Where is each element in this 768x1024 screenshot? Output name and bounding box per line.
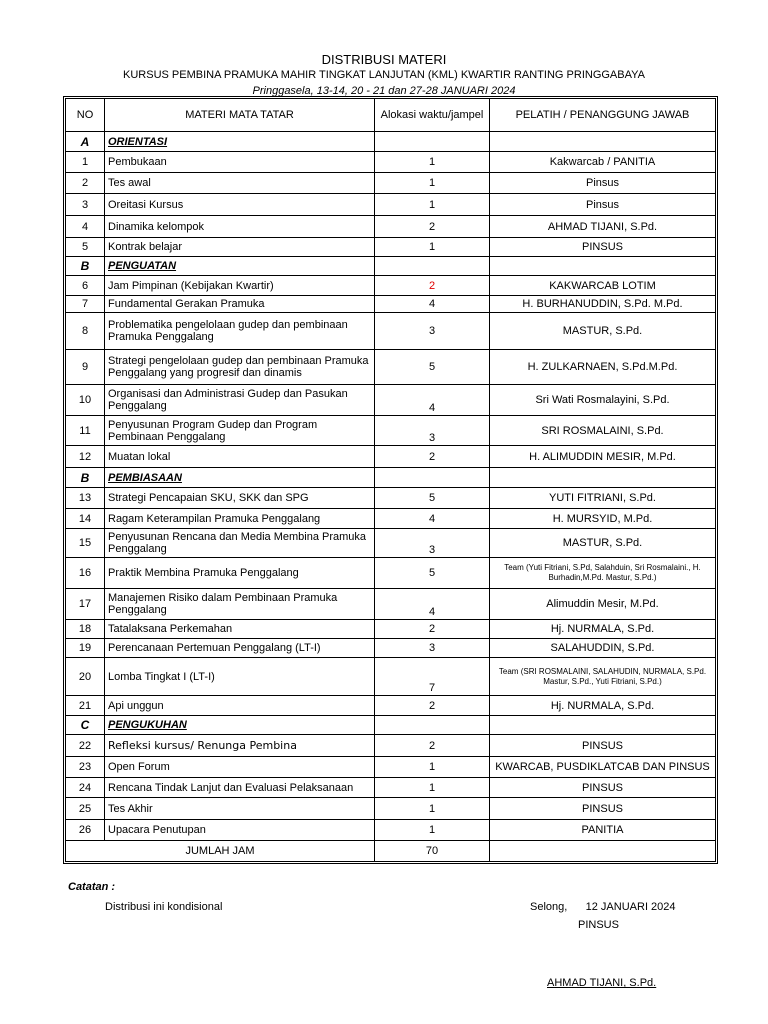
section-letter: C — [66, 716, 105, 735]
section-row — [66, 257, 716, 276]
pelatih-cell: YUTI FITRIANI, S.Pd. — [490, 488, 716, 509]
table-row — [66, 173, 716, 194]
pelatih-cell: PINSUS — [490, 238, 716, 257]
section-row — [66, 132, 716, 152]
section-row — [66, 468, 716, 488]
jampel-cell: 1 — [375, 152, 490, 173]
pelatih-cell: PANITIA — [490, 820, 716, 841]
pelatih-cell: Team (Yuti Fitriani, S.Pd, Salahduin, Sri Rosmalaini., H. Burhadin,M.Pd. Mastur, S.Pd.) — [490, 558, 716, 589]
jampel-cell: 2 — [375, 620, 490, 639]
row-number: 1 — [66, 152, 105, 173]
table-header-row — [66, 99, 716, 132]
materi-cell: Penyusunan Rencana dan Media Membina Pramuka Penggalang — [105, 529, 375, 558]
total-row — [66, 841, 716, 862]
table-row — [66, 416, 716, 446]
pelatih-cell: Team (SRI ROSMALAINI, SALAHUDIN, NURMALA, S.Pd. Mastur, S.Pd., Yuti Fitriani, S.Pd.) — [490, 658, 716, 696]
section-empty-cell — [375, 257, 490, 276]
row-number: 7 — [66, 296, 105, 313]
table-row — [66, 696, 716, 716]
pelatih-cell: H. ALIMUDDIN MESIR, M.Pd. — [490, 446, 716, 468]
materi-cell: Upacara Penutupan — [105, 820, 375, 841]
pelatih-cell: Sri Wati Rosmalayini, S.Pd. — [490, 385, 716, 416]
section-title: PENGUATAN — [105, 257, 375, 276]
section-empty-cell — [375, 716, 490, 735]
catatan-label: Catatan : — [68, 881, 116, 893]
section-empty-cell — [375, 132, 490, 152]
materi-cell: Praktik Membina Pramuka Penggalang — [105, 558, 375, 589]
signature-name: AHMAD TIJANI, S.Pd. — [547, 977, 657, 989]
table-row — [66, 735, 716, 757]
table-row — [66, 238, 716, 257]
table-row — [66, 350, 716, 385]
row-number: 9 — [66, 350, 105, 385]
jampel-cell: 1 — [375, 757, 490, 778]
row-number: 3 — [66, 194, 105, 216]
pelatih-cell: PINSUS — [490, 735, 716, 757]
materi-cell: Perencanaan Pertemuan Penggalang (LT-I) — [105, 639, 375, 658]
row-number: 8 — [66, 313, 105, 350]
signature-role: PINSUS — [578, 919, 619, 931]
column-header-alokasi: Alokasi waktu/jampel — [375, 99, 490, 132]
table-row — [66, 385, 716, 416]
jampel-cell: 1 — [375, 820, 490, 841]
table-row — [66, 276, 716, 296]
section-empty-cell — [490, 468, 716, 488]
jampel-cell: 3 — [375, 639, 490, 658]
jampel-cell: 4 — [375, 385, 490, 416]
materi-cell: Strategi pengelolaan gudep dan pembinaan Pramuka Penggalang yang progresif dan dinamis — [105, 350, 375, 385]
pelatih-cell: PINSUS — [490, 778, 716, 798]
catatan-text: Distribusi ini kondisional — [105, 901, 223, 913]
table-body — [66, 132, 716, 862]
row-number: 17 — [66, 589, 105, 620]
pelatih-cell: KWARCAB, PUSDIKLATCAB DAN PINSUS — [490, 757, 716, 778]
materi-cell: Dinamika kelompok — [105, 216, 375, 238]
section-title: PENGUKUHAN — [105, 716, 375, 735]
table-row — [66, 820, 716, 841]
distribution-table — [65, 98, 716, 862]
row-number: 23 — [66, 757, 105, 778]
jampel-cell: 2 — [375, 276, 490, 296]
row-number: 6 — [66, 276, 105, 296]
jampel-cell: 3 — [375, 416, 490, 446]
jampel-cell: 4 — [375, 589, 490, 620]
row-number: 21 — [66, 696, 105, 716]
materi-cell: Penyusunan Program Gudep dan Program Pembinaan Penggalang — [105, 416, 375, 446]
table-row — [66, 529, 716, 558]
pelatih-cell: Alimuddin Mesir, M.Pd. — [490, 589, 716, 620]
materi-cell: Jam Pimpinan (Kebijakan Kwartir) — [105, 276, 375, 296]
materi-cell: Strategi Pencapaian SKU, SKK dan SPG — [105, 488, 375, 509]
materi-cell: Api unggun — [105, 696, 375, 716]
table-row — [66, 509, 716, 529]
table-row — [66, 446, 716, 468]
pelatih-cell: MASTUR, S.Pd. — [490, 313, 716, 350]
table-row — [66, 216, 716, 238]
jampel-cell: 5 — [375, 488, 490, 509]
section-letter: B — [66, 468, 105, 488]
materi-cell: Rencana Tindak Lanjut dan Evaluasi Pelaksanaan — [105, 778, 375, 798]
materi-cell: Kontrak belajar — [105, 238, 375, 257]
materi-cell: Refleksi kursus/ Renunga Pembina — [105, 735, 375, 757]
row-number: 19 — [66, 639, 105, 658]
materi-cell: Problematika pengelolaan gudep dan pembinaan Pramuka Penggalang — [105, 313, 375, 350]
row-number: 14 — [66, 509, 105, 529]
table-row — [66, 798, 716, 820]
pelatih-cell: Hj. NURMALA, S.Pd. — [490, 696, 716, 716]
jampel-cell: 4 — [375, 509, 490, 529]
materi-cell: Organisasi dan Administrasi Gudep dan Pasukan Penggalang — [105, 385, 375, 416]
section-empty-cell — [490, 716, 716, 735]
table-row — [66, 620, 716, 639]
column-header-no: NO — [66, 99, 105, 132]
pelatih-cell: SRI ROSMALAINI, S.Pd. — [490, 416, 716, 446]
row-number: 24 — [66, 778, 105, 798]
section-empty-cell — [490, 257, 716, 276]
table-row — [66, 778, 716, 798]
section-letter: B — [66, 257, 105, 276]
jampel-cell: 3 — [375, 313, 490, 350]
pelatih-cell: Pinsus — [490, 194, 716, 216]
table-row — [66, 639, 716, 658]
row-number: 20 — [66, 658, 105, 696]
section-empty-cell — [375, 468, 490, 488]
row-number: 15 — [66, 529, 105, 558]
row-number: 25 — [66, 798, 105, 820]
materi-cell: Tes Akhir — [105, 798, 375, 820]
row-number: 11 — [66, 416, 105, 446]
jampel-cell: 5 — [375, 350, 490, 385]
materi-cell: Oreitasi Kursus — [105, 194, 375, 216]
section-empty-cell — [490, 132, 716, 152]
materi-cell: Lomba Tingkat I (LT-I) — [105, 658, 375, 696]
table-row — [66, 558, 716, 589]
pelatih-cell: Pinsus — [490, 173, 716, 194]
total-empty-cell — [490, 841, 716, 862]
row-number: 2 — [66, 173, 105, 194]
row-number: 5 — [66, 238, 105, 257]
total-value: 70 — [375, 841, 490, 862]
pelatih-cell: Hj. NURMALA, S.Pd. — [490, 620, 716, 639]
signature-place-date: Selong, 12 JANUARI 2024 — [530, 901, 676, 913]
row-number: 4 — [66, 216, 105, 238]
jampel-cell: 1 — [375, 194, 490, 216]
row-number: 13 — [66, 488, 105, 509]
materi-cell: Open Forum — [105, 757, 375, 778]
materi-cell: Tatalaksana Perkemahan — [105, 620, 375, 639]
materi-cell: Muatan lokal — [105, 446, 375, 468]
section-title: PEMBIASAAN — [105, 468, 375, 488]
table-row — [66, 589, 716, 620]
place-date-line: Pringgasela, 13-14, 20 - 21 dan 27-28 JANUARI 2024 — [252, 85, 516, 97]
row-number: 18 — [66, 620, 105, 639]
table-row — [66, 152, 716, 173]
jampel-cell: 1 — [375, 798, 490, 820]
row-number: 26 — [66, 820, 105, 841]
jampel-cell: 1 — [375, 778, 490, 798]
total-label: JUMLAH JAM — [66, 841, 375, 862]
document-title: DISTRIBUSI MATERI — [321, 52, 447, 67]
jampel-cell: 4 — [375, 296, 490, 313]
row-number: 16 — [66, 558, 105, 589]
section-title: ORIENTASI — [105, 132, 375, 152]
materi-cell: Ragam Keterampilan Pramuka Penggalang — [105, 509, 375, 529]
table-row — [66, 296, 716, 313]
column-header-materi: MATERI MATA TATAR — [105, 99, 375, 132]
jampel-cell: 2 — [375, 446, 490, 468]
materi-cell: Pembukaan — [105, 152, 375, 173]
table-row — [66, 194, 716, 216]
pelatih-cell: MASTUR, S.Pd. — [490, 529, 716, 558]
pelatih-cell: KAKWARCAB LOTIM — [490, 276, 716, 296]
materi-cell: Tes awal — [105, 173, 375, 194]
document-subtitle: KURSUS PEMBINA PRAMUKA MAHIR TINGKAT LANJUTAN (KML) KWARTIR RANTING PRINGGABAYA — [123, 69, 645, 81]
row-number: 12 — [66, 446, 105, 468]
jampel-cell: 2 — [375, 216, 490, 238]
pelatih-cell: H. BURHANUDDIN, S.Pd. M.Pd. — [490, 296, 716, 313]
jampel-cell: 1 — [375, 238, 490, 257]
pelatih-cell: Kakwarcab / PANITIA — [490, 152, 716, 173]
row-number: 22 — [66, 735, 105, 757]
jampel-cell: 7 — [375, 658, 490, 696]
row-number: 10 — [66, 385, 105, 416]
table-row — [66, 757, 716, 778]
section-letter: A — [66, 132, 105, 152]
jampel-cell: 5 — [375, 558, 490, 589]
jampel-cell: 1 — [375, 173, 490, 194]
pelatih-cell: H. ZULKARNAEN, S.Pd.M.Pd. — [490, 350, 716, 385]
column-header-pelatih: PELATIH / PENANGGUNG JAWAB — [490, 99, 716, 132]
pelatih-cell: PINSUS — [490, 798, 716, 820]
jampel-cell: 2 — [375, 735, 490, 757]
jampel-cell: 3 — [375, 529, 490, 558]
table-row — [66, 658, 716, 696]
pelatih-cell: AHMAD TIJANI, S.Pd. — [490, 216, 716, 238]
materi-cell: Manajemen Risiko dalam Pembinaan Pramuka Penggalang — [105, 589, 375, 620]
pelatih-cell: H. MURSYID, M.Pd. — [490, 509, 716, 529]
jampel-cell: 2 — [375, 696, 490, 716]
table-row — [66, 488, 716, 509]
materi-cell: Fundamental Gerakan Pramuka — [105, 296, 375, 313]
pelatih-cell: SALAHUDDIN, S.Pd. — [490, 639, 716, 658]
table-row — [66, 313, 716, 350]
section-row — [66, 716, 716, 735]
